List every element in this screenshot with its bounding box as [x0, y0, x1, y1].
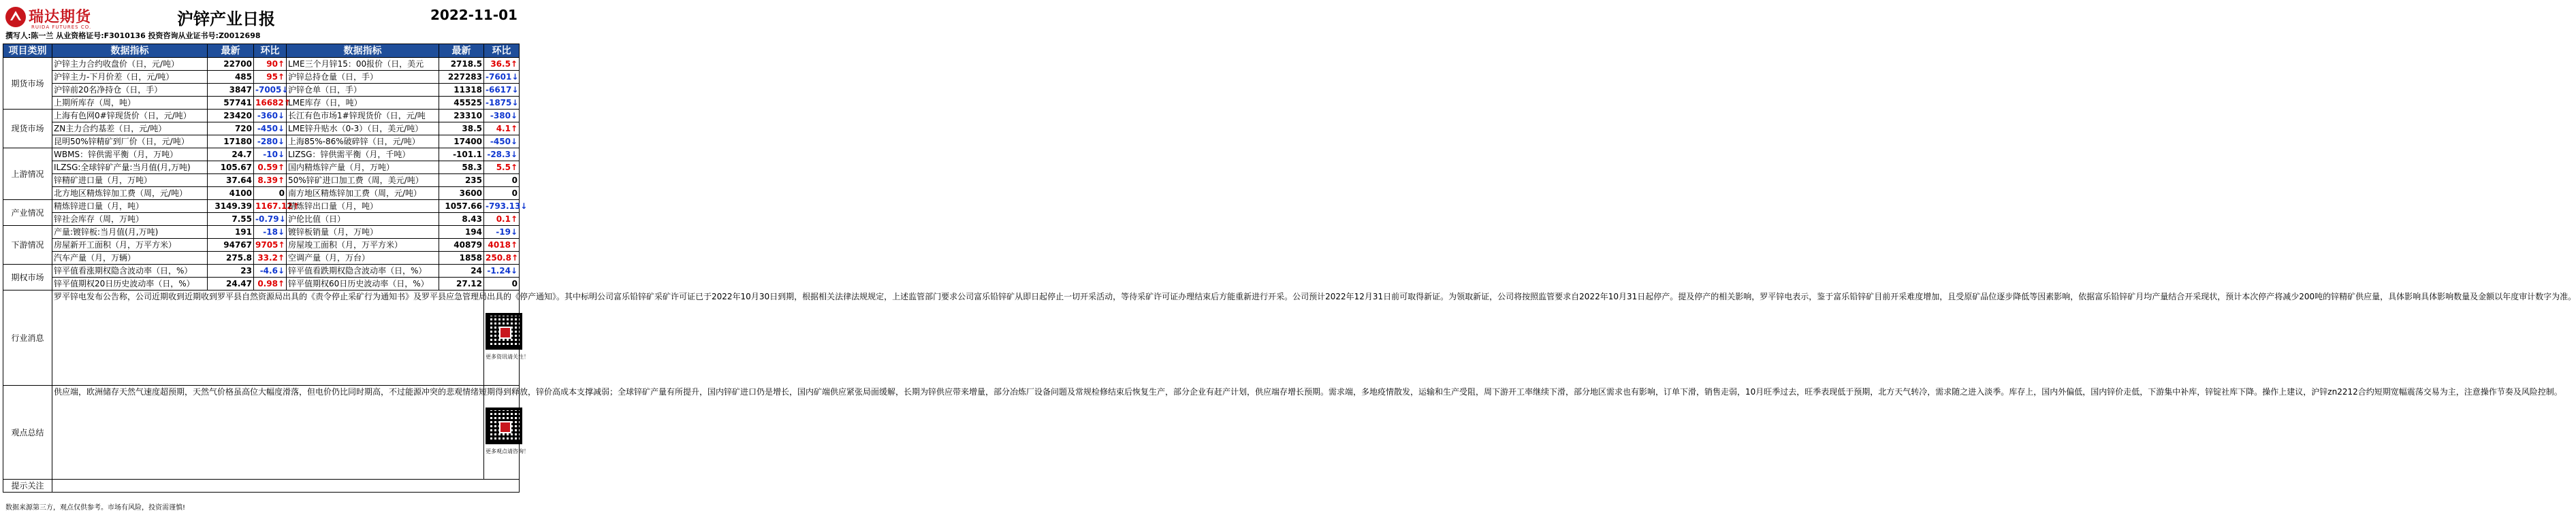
change-left: 0.98↑ [254, 278, 287, 290]
indicator-left: 汽车产量（月，万辆） [52, 252, 208, 265]
indicator-right: 镀锌板销量（月，万吨） [287, 226, 439, 239]
table-row [3, 71, 520, 84]
change-left: 95↑ [254, 71, 287, 84]
change-right: -1875↓ [484, 97, 520, 110]
latest-left: 24.7 [208, 148, 254, 161]
change-right: 0.1↑ [484, 213, 520, 226]
indicator-left: 房屋新开工面积（月，万平方米） [52, 239, 208, 252]
table-row [3, 58, 520, 71]
indicator-left: 精炼锌进口量（月，吨） [52, 200, 208, 213]
latest-right: 23310 [439, 110, 484, 122]
header-change-left: 环比 [254, 44, 287, 58]
category-cell: 期货市场 [3, 58, 52, 110]
indicator-right: 上海85%-86%破碎锌（日，元/吨） [287, 135, 439, 148]
data-table [3, 44, 2576, 493]
latest-left: 22700 [208, 58, 254, 71]
logo-mark-icon [4, 5, 27, 29]
header-indicator-right: 数据指标 [287, 44, 439, 58]
latest-left: 17180 [208, 135, 254, 148]
latest-right: 38.5 [439, 122, 484, 135]
change-left: 33.2↑ [254, 252, 287, 265]
table-row [3, 148, 520, 161]
change-right: -28.3↓ [484, 148, 520, 161]
latest-left: 275.8 [208, 252, 254, 265]
report-title: 沪锌产业日报 [177, 10, 275, 29]
latest-right: 27.12 [439, 278, 484, 290]
tip-text [52, 480, 520, 493]
change-left: -0.79↓ [254, 213, 287, 226]
latest-left: 485 [208, 71, 254, 84]
latest-right: 2718.5 [439, 58, 484, 71]
indicator-left: ILZSG:全球锌矿产量:当月值(月,万吨) [52, 161, 208, 174]
table-row [3, 200, 520, 213]
change-left: -4.6↓ [254, 265, 287, 278]
table-row [3, 135, 520, 148]
change-right: -6617↓ [484, 84, 520, 97]
indicator-right: 50%锌矿进口加工费（周，美元/吨） [287, 174, 439, 187]
indicator-left: 上期所库存（周，吨） [52, 97, 208, 110]
change-left: -450↓ [254, 122, 287, 135]
change-left: -10↓ [254, 148, 287, 161]
news-qr-caption: 更多资讯请关注！ [486, 353, 529, 360]
change-right: 0 [484, 187, 520, 200]
latest-right: 1057.66 [439, 200, 484, 213]
indicator-left: 产量:镀锌板:当月值(月,万吨) [52, 226, 208, 239]
report-header [0, 0, 522, 42]
indicator-right: 沪伦比值（日） [287, 213, 439, 226]
table-header-row [3, 44, 520, 58]
change-left: 8.39↑ [254, 174, 287, 187]
indicator-left: ZN主力合约基差（日，元/吨） [52, 122, 208, 135]
change-right: -19↓ [484, 226, 520, 239]
latest-right: 3600 [439, 187, 484, 200]
latest-right: -101.1 [439, 148, 484, 161]
indicator-right: 国内精炼锌产量（月，万吨） [287, 161, 439, 174]
header-indicator-left: 数据指标 [52, 44, 208, 58]
latest-left: 24.47 [208, 278, 254, 290]
latest-right: 235 [439, 174, 484, 187]
tip-row [3, 480, 520, 493]
header-latest-left: 最新 [208, 44, 254, 58]
indicator-left: 昆明50%锌精矿到厂价（日，元/吨） [52, 135, 208, 148]
change-left: 90↑ [254, 58, 287, 71]
header-change-right: 环比 [484, 44, 520, 58]
change-right: 0 [484, 278, 520, 290]
latest-left: 57741 [208, 97, 254, 110]
indicator-right: 沪锌总持仓量（日，手） [287, 71, 439, 84]
view-text: 供应端，欧洲储存天然气速度超预期，天然气价格虽高位大幅度滑落，但电价仍比同时期高，不过能源冲突的悲观情绪短期得到释放，锌价高成本支撑减弱；全球锌矿产量有所提升，国内锌矿进口仍是增长，国内矿端供应紧张局面缓解，长期为锌供应带来增量，部分冶炼厂设备问题及常规检修结束后恢复生产，部分企业有赶产计划，供应端存增长预期。需求端，多地疫情散发，运输和生产受阻，周下游开工率继续下滑，部分地区需求也有影响，订单下滑，销售走弱，10月旺季过去，旺季表现低于预期，北方天气转冷，需求随之进入淡季。库存上，国内外偏低，国内锌价走低，下游集中补库，锌锭社库下降。操作上建议，沪锌zn2212合约短期宽幅震荡交易为主，注意操作节奏及风险控制。 [52, 386, 484, 480]
news-row [3, 290, 520, 386]
logo-subtext: RUIDA FUTURES CO. [31, 24, 92, 30]
change-left: 0 [254, 187, 287, 200]
news-text: 罗平锌电发布公告称，公司近期收到近期收到罗平县自然资源局出具的《责令停止采矿行为通知书》及罗平县应急管理局出具的《停产通知》。其中标明公司富乐铅锌矿采矿许可证已于2022年10月30日到期，根据相关法律法规规定，上述监管部门要求公司富乐铅锌矿从即日起停止一切开采活动，等待采矿许可证办理结束后方能重新进行开采。公司预计2022年12月31日前可取得新证。为领取新证，公司将按照监管要求自2022年10月31日起停产。提及停产的相关影响，罗平锌电表示，鉴于富乐铅锌矿目前开采难度增加，且受原矿品位逐步降低等因素影响，依据富乐铅锌矿月均产量结合开采现状，预计本次停产将减少200吨的锌精矿供应量，具体影响具体影响数量及金额以年度审计数字为准。 [52, 290, 484, 386]
latest-left: 23420 [208, 110, 254, 122]
latest-left: 3847 [208, 84, 254, 97]
indicator-right: LME锌升贴水（0-3）（日，美元/吨） [287, 122, 439, 135]
table-row [3, 278, 520, 290]
change-right: 36.5↑ [484, 58, 520, 71]
category-cell: 期权市场 [3, 265, 52, 290]
indicator-left: WBMS：锌供需平衡（月，万吨） [52, 148, 208, 161]
change-right: -380↓ [484, 110, 520, 122]
table-row [3, 161, 520, 174]
indicator-left: 锌平值看涨期权隐含波动率（日，%） [52, 265, 208, 278]
latest-left: 37.64 [208, 174, 254, 187]
latest-right: 11318 [439, 84, 484, 97]
header-category: 项目类别 [3, 44, 52, 58]
table-row [3, 84, 520, 97]
change-right: -7601↓ [484, 71, 520, 84]
latest-left: 105.67 [208, 161, 254, 174]
change-left: -280↓ [254, 135, 287, 148]
view-qr-cell [484, 386, 529, 480]
change-left: -7005↓ [254, 84, 287, 97]
change-right: 5.5↑ [484, 161, 520, 174]
table-row [3, 110, 520, 122]
indicator-right: 锌平值看跌期权隐含波动率（日，%） [287, 265, 439, 278]
change-left: 9705↑ [254, 239, 287, 252]
indicator-right: 南方地区精炼锌加工费（周，元/吨） [287, 187, 439, 200]
latest-left: 191 [208, 226, 254, 239]
indicator-left: 沪锌主力-下月价差（日，元/吨） [52, 71, 208, 84]
news-qr-cell [484, 290, 529, 386]
view-qr-caption: 更多观点请咨询！ [486, 448, 529, 454]
category-cell: 产业情况 [3, 200, 52, 226]
indicator-left: 锌平值期权20日历史波动率（日，%） [52, 278, 208, 290]
indicator-right: LIZSG：锌供需平衡（月，千吨） [287, 148, 439, 161]
indicator-right: 锌平值期权60日历史波动率（日，%） [287, 278, 439, 290]
change-right: 250.8↑ [484, 252, 520, 265]
footnote: 数据来源第三方，观点仅供参考。市场有风险，投资需谨慎! [5, 504, 186, 512]
latest-left: 23 [208, 265, 254, 278]
latest-right: 45525 [439, 97, 484, 110]
qr-code-icon [486, 313, 522, 350]
change-left: 1167.12↑ [254, 200, 287, 213]
header-latest-right: 最新 [439, 44, 484, 58]
logo-text: 瑞达期货 [29, 9, 92, 26]
company-logo [4, 4, 93, 31]
table-row [3, 226, 520, 239]
table-row [3, 174, 520, 187]
tip-category: 提示关注 [3, 480, 52, 493]
change-left: 0.59↑ [254, 161, 287, 174]
indicator-left: 沪锌前20名净持仓（日，手） [52, 84, 208, 97]
indicator-left: 沪锌主力合约收盘价（日，元/吨） [52, 58, 208, 71]
latest-right: 194 [439, 226, 484, 239]
table-row [3, 122, 520, 135]
change-right: -1.24↓ [484, 265, 520, 278]
qr-code-icon [486, 408, 522, 444]
latest-left: 94767 [208, 239, 254, 252]
table-row [3, 265, 520, 278]
change-right: -793.13↓ [484, 200, 520, 213]
news-category: 行业消息 [3, 290, 52, 386]
change-left: -18↓ [254, 226, 287, 239]
table-row [3, 187, 520, 200]
indicator-right: 长江有色市场1#锌现货价（日，元/吨 [287, 110, 439, 122]
latest-left: 4100 [208, 187, 254, 200]
indicator-right: 沪锌仓单（日，手） [287, 84, 439, 97]
change-right: 4.1↑ [484, 122, 520, 135]
indicator-left: 锌精矿进口量（月，万吨） [52, 174, 208, 187]
category-cell: 现货市场 [3, 110, 52, 148]
indicator-right: LME三个月锌15：00报价（日，美元 [287, 58, 439, 71]
indicator-left: 上海有色网0#锌现货价（日，元/吨） [52, 110, 208, 122]
category-cell: 下游情况 [3, 226, 52, 265]
table-row [3, 97, 520, 110]
indicator-right: 空调产量（月，万台） [287, 252, 439, 265]
view-row [3, 386, 520, 480]
view-category: 观点总结 [3, 386, 52, 480]
change-left: 16682↑ [254, 97, 287, 110]
change-right: -450↓ [484, 135, 520, 148]
latest-right: 58.3 [439, 161, 484, 174]
change-right: 4018↑ [484, 239, 520, 252]
indicator-right: LME库存（日，吨） [287, 97, 439, 110]
change-left: -360↓ [254, 110, 287, 122]
latest-left: 720 [208, 122, 254, 135]
indicator-left: 北方地区精炼锌加工费（周，元/吨） [52, 187, 208, 200]
table-row [3, 213, 520, 226]
latest-right: 227283 [439, 71, 484, 84]
author-line: 撰写人:陈一兰 从业资格证号:F3010136 投资咨询从业证书号:Z0012698 [5, 31, 261, 40]
change-right: 0 [484, 174, 520, 187]
latest-right: 1858 [439, 252, 484, 265]
latest-right: 40879 [439, 239, 484, 252]
latest-right: 24 [439, 265, 484, 278]
table-row [3, 239, 520, 252]
indicator-left: 锌社会库存（周，万吨） [52, 213, 208, 226]
category-cell: 上游情况 [3, 148, 52, 200]
latest-left: 3149.39 [208, 200, 254, 213]
table-row [3, 252, 520, 265]
indicator-right: 精炼锌出口量（月，吨） [287, 200, 439, 213]
report-date: 2022-11-01 [430, 7, 518, 23]
latest-right: 17400 [439, 135, 484, 148]
latest-right: 8.43 [439, 213, 484, 226]
indicator-right: 房屋竣工面积（月，万平方米） [287, 239, 439, 252]
latest-left: 7.55 [208, 213, 254, 226]
